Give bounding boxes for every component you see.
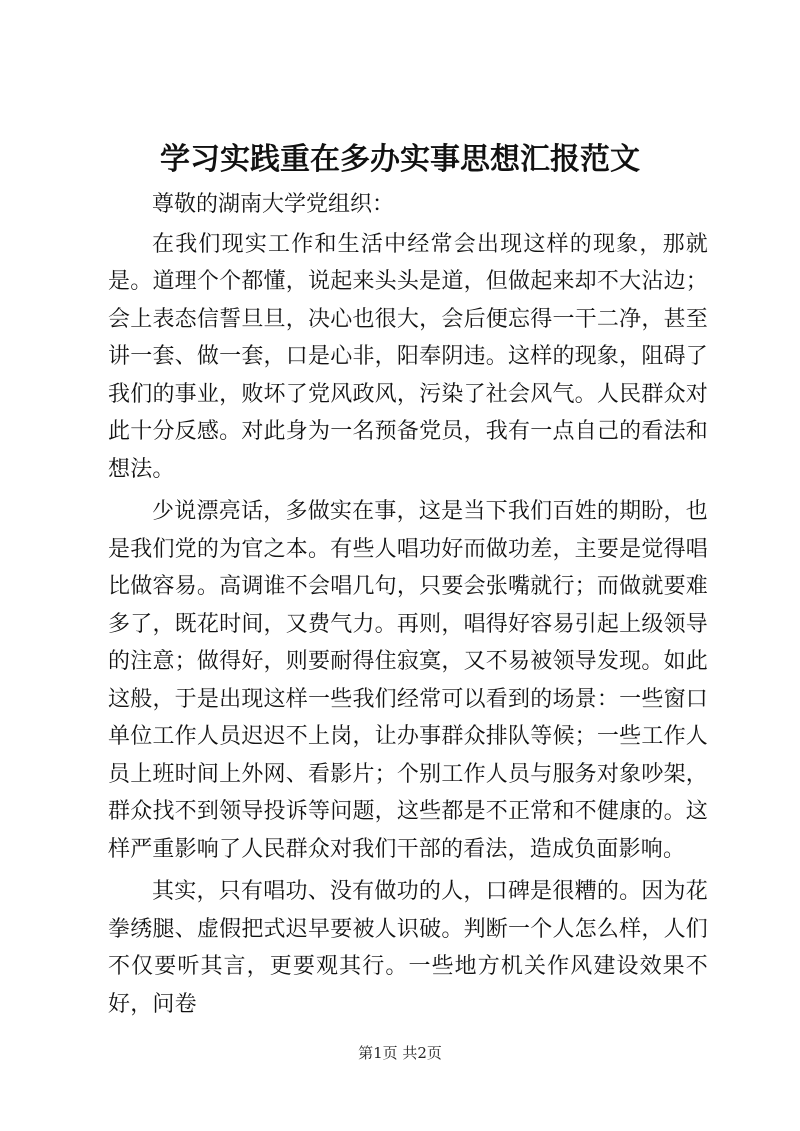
document-title: 学习实践重在多办实事思想汇报范文	[160, 142, 640, 177]
paragraph-3: 其实，只有唱功、没有做功的人，口碑是很糟的。因为花拳绣腿、虚假把式迟早要被人识破。判断一个人怎么样，人们不仅要听其言，更要观其行。一些地方机关作风建设效果不好，问卷	[108, 879, 708, 1017]
document-body	[108, 186, 708, 1023]
salutation: 尊敬的湖南大学党组织：	[152, 192, 395, 217]
page-number-footer: 第1页 共2页	[358, 1044, 442, 1062]
paragraph-2: 少说漂亮话，多做实在事，这是当下我们百姓的期盼，也是我们党的为官之本。有些人唱功好而做功差，主要是觉得唱比做容易。高调谁不会唱几句，只要会张嘴就行；而做就要难多了，既花时间，又费气力。再则，唱得好容易引起上级领导的注意；做得好，则要耐得住寂寞，又不易被领导发现。如此这般，于是出现这样一些我们经常可以看到的场景：一些窗口单位工作人员迟迟不上岗，让办事群众排队等候；一些工作人员上班时间上外网、看影片；个别工作人员与服务对象吵架，群众找不到领导投诉等问题，这些都是不正常和不健康的。这样严重影响了人民群众对我们干部的看法，造成负面影响。	[108, 499, 708, 862]
paragraph-1: 在我们现实工作和生活中经常会出现这样的现象，那就是。道理个个都懂，说起来头头是道，但做起来却不大沾边；会上表态信誓旦旦，决心也很大，会后便忘得一干二净，甚至讲一套、做一套，口是心非，阳奉阴违。这样的现象，阻碍了我们的事业，败坏了党风政风，污染了社会风气。人民群众对此十分反感。对此身为一名预备党员，我有一点自己的看法和想法。	[108, 231, 708, 482]
